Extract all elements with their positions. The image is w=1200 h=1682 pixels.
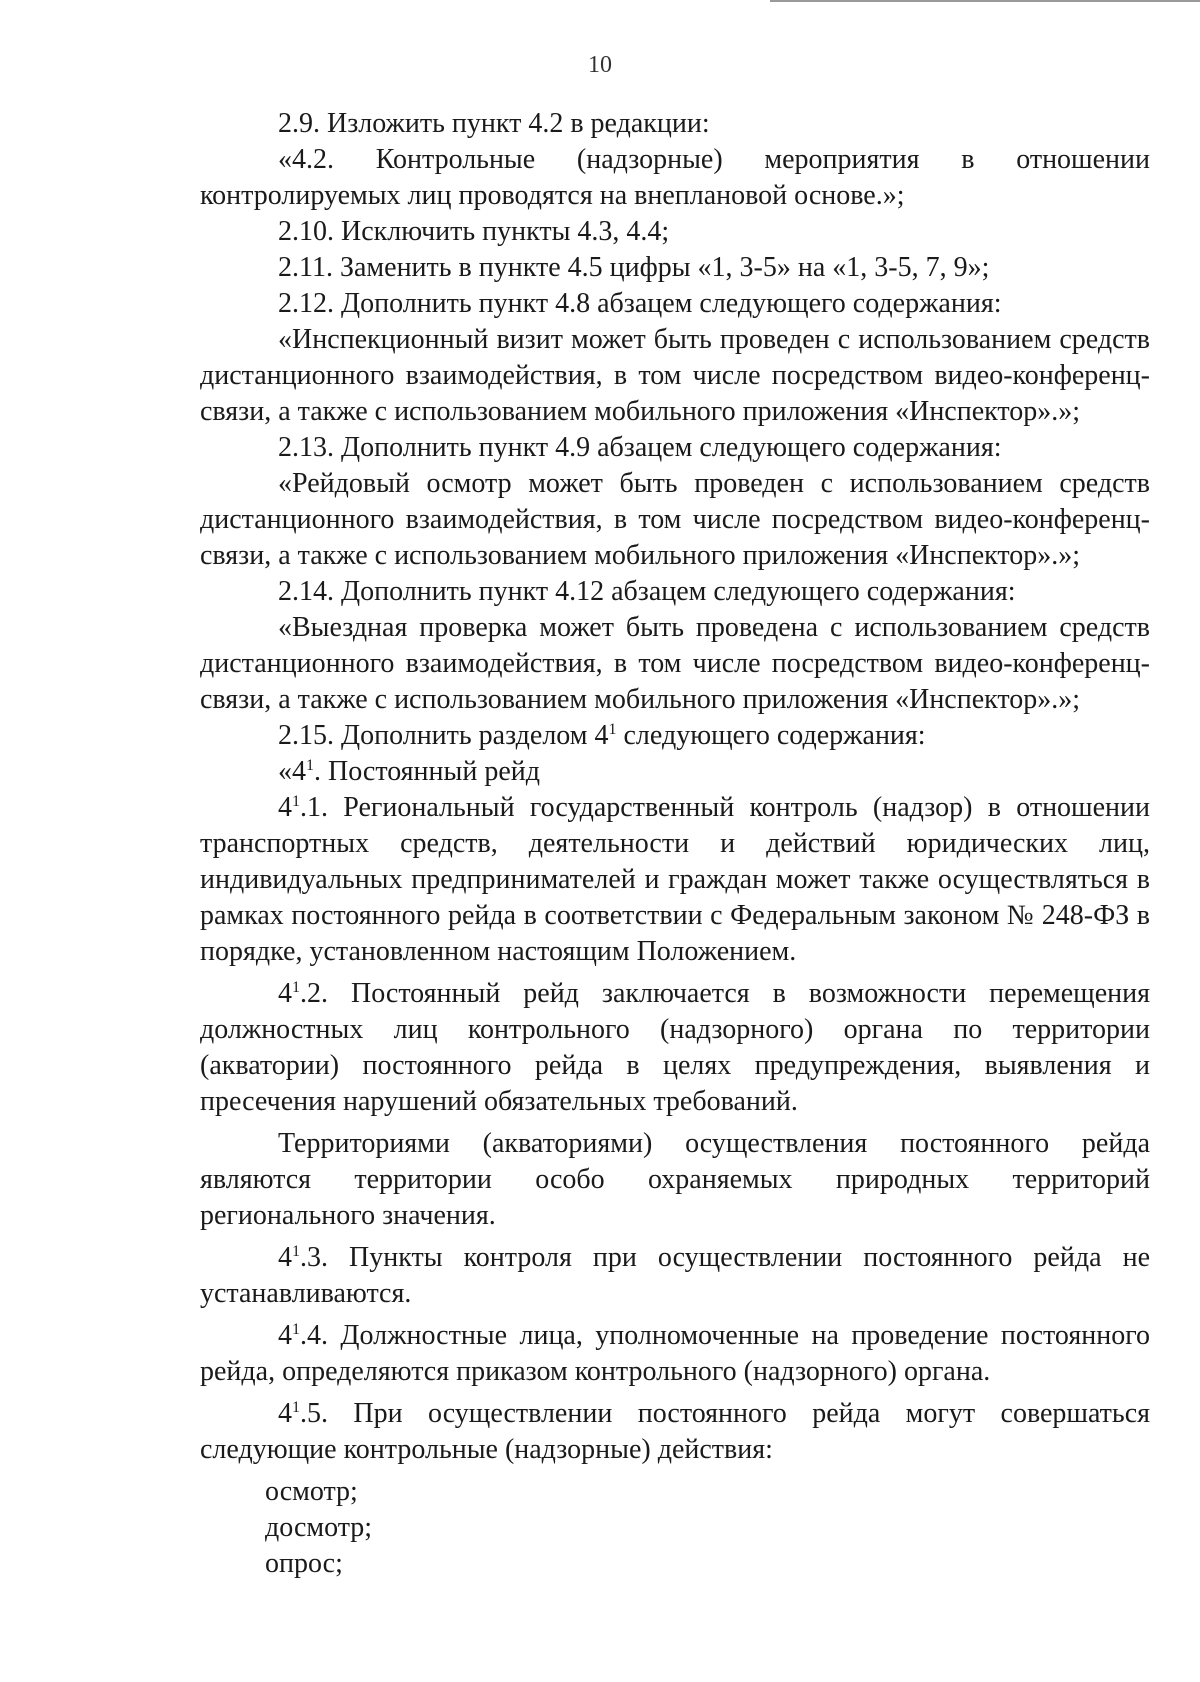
- paragraph-field-check: «Выездная проверка может быть проведена с использованием средств дистанционного взаимодействия, в том числе посредством видео-конференц-связи, а также с использованием мобильного приложения «Инспектор».»;: [200, 612, 1150, 715]
- paragraph-4-2-text: «4.2. Контрольные (надзорные) мероприятия в отношении контролируемых лиц проводятся на внеплановой основе.»;: [200, 144, 1150, 211]
- actions-list: [200, 1474, 1150, 1582]
- paragraph-4-1-1: $4^1.1$. Региональный государственный контроль (надзор) в отношении транспортных средств, деятельности и действий юридических лиц, индивидуальных предпринимателей и граждан может также осуществляться в рамках постоянного рейда в соответствии с Федеральным законом № 248-ФЗ в порядке, установленном настоящим Положением.: [200, 792, 1150, 967]
- list-item: досмотр;: [265, 1512, 373, 1543]
- paragraph-2-15: 2.15. Дополнить разделом $4^1$ следующего содержания:: [278, 720, 926, 751]
- document-body: [200, 106, 1150, 1582]
- paragraph-4-1-2: $4^1.2$. Постоянный рейд заключается в возможности перемещения должностных лиц контрольного (надзорного) органа по территории (акватории) постоянного рейда в целях предупреждения, выявления и пресечения нарушений обязательных требований.: [200, 978, 1150, 1117]
- paragraph-4-1-3: $4^1.3$. Пункты контроля при осуществлении постоянного рейда не устанавливаются.: [200, 1242, 1150, 1309]
- paragraph-2-14: 2.14. Дополнить пункт 4.12 абзацем следующего содержания:: [278, 576, 1016, 607]
- paragraph-raid-inspection: «Рейдовый осмотр может быть проведен с использованием средств дистанционного взаимодействия, в том числе посредством видео-конференц-связи, а также с использованием мобильного приложения «Инспектор».»;: [200, 468, 1150, 571]
- paragraph-inspection-visit: «Инспекционный визит может быть проведен с использованием средств дистанционного взаимодействия, в том числе посредством видео-конференц-связи, а также с использованием мобильного приложения «Инспектор».»;: [200, 324, 1150, 427]
- paragraph-4-1-4: $4^1.4$. Должностные лица, уполномоченные на проведение постоянного рейда, определяются приказом контрольного (надзорного) органа.: [200, 1320, 1150, 1387]
- paragraph-2-10: 2.10. Исключить пункты 4.3, 4.4;: [278, 216, 670, 247]
- paragraph-4-1-5: $4^1.5$. При осуществлении постоянного рейда могут совершаться следующие контрольные (надзорные) действия:: [200, 1398, 1150, 1465]
- list-item: осмотр;: [265, 1476, 358, 1507]
- paragraph-2-12: 2.12. Дополнить пункт 4.8 абзацем следующего содержания:: [278, 288, 1002, 319]
- paragraph-2-11: 2.11. Заменить в пункте 4.5 цифры «1, 3-5» на «1, 3-5, 7, 9»;: [278, 252, 990, 283]
- section-title-permanent-raid: «$4^1$. Постоянный рейд: [278, 756, 540, 787]
- paragraph-territories: Территориями (акваториями) осуществления постоянного рейда являются территории особо охраняемых природных территорий регионального значения.: [200, 1128, 1150, 1231]
- top-rule: [770, 0, 1200, 2]
- paragraph-2-13: 2.13. Дополнить пункт 4.9 абзацем следующего содержания:: [278, 432, 1002, 463]
- list-item: опрос;: [265, 1548, 343, 1579]
- page-number: 10: [588, 52, 612, 78]
- paragraph-2-9: 2.9. Изложить пункт 4.2 в редакции:: [278, 108, 710, 139]
